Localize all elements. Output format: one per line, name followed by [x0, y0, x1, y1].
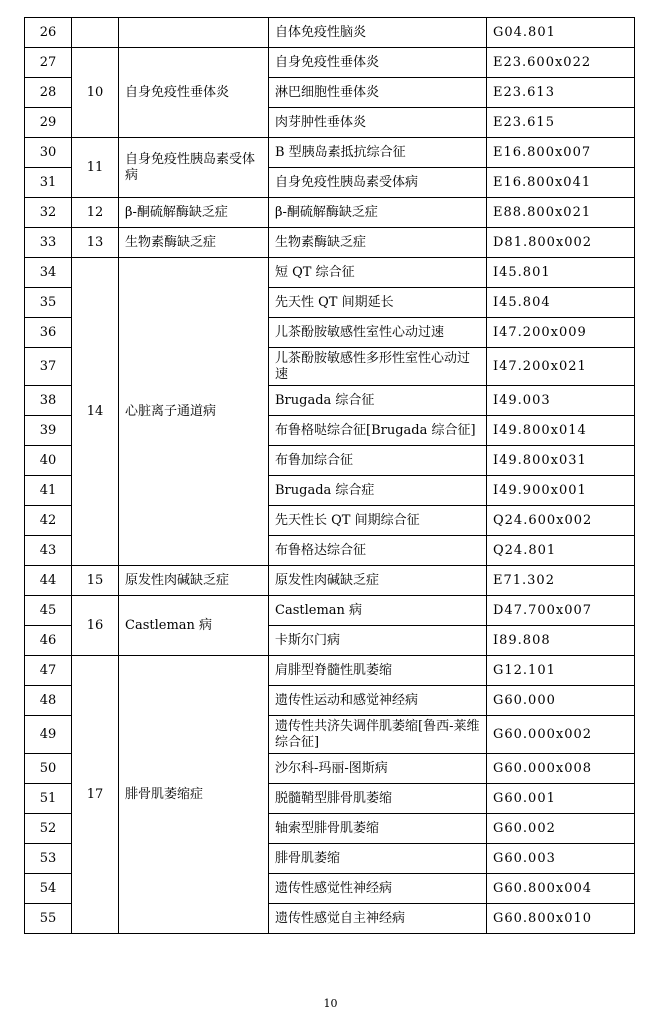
group-number: 15 — [72, 566, 119, 596]
disease-code: G60.001 — [487, 784, 635, 814]
disease-code: I49.800x031 — [487, 446, 635, 476]
table-row — [25, 656, 635, 686]
group-number: 12 — [72, 198, 119, 228]
disease-name: 肉芽肿性垂体炎 — [269, 108, 487, 138]
disease-code: E23.615 — [487, 108, 635, 138]
disease-code: I89.808 — [487, 626, 635, 656]
disease-name: 原发性肉碱缺乏症 — [269, 566, 487, 596]
disease-name: 先天性 QT 间期延长 — [269, 288, 487, 318]
group-number: 10 — [72, 48, 119, 138]
disease-name: 遗传性运动和感觉神经病 — [269, 686, 487, 716]
row-number: 53 — [25, 844, 72, 874]
disease-code: I49.003 — [487, 386, 635, 416]
row-number: 40 — [25, 446, 72, 476]
disease-name: β-酮硫解酶缺乏症 — [269, 198, 487, 228]
disease-name: 自身免疫性胰岛素受体病 — [269, 168, 487, 198]
disease-code: D81.800x002 — [487, 228, 635, 258]
disease-code: E88.800x021 — [487, 198, 635, 228]
disease-name: 轴索型腓骨肌萎缩 — [269, 814, 487, 844]
group-name: β-酮硫解酶缺乏症 — [119, 198, 269, 228]
disease-name: 脱髓鞘型腓骨肌萎缩 — [269, 784, 487, 814]
row-number: 42 — [25, 506, 72, 536]
disease-code: Q24.801 — [487, 536, 635, 566]
row-number: 46 — [25, 626, 72, 656]
disease-code: E71.302 — [487, 566, 635, 596]
row-number: 44 — [25, 566, 72, 596]
group-name: 腓骨肌萎缩症 — [119, 656, 269, 934]
disease-code: I45.801 — [487, 258, 635, 288]
row-number: 32 — [25, 198, 72, 228]
disease-code: I49.800x014 — [487, 416, 635, 446]
row-number: 51 — [25, 784, 72, 814]
group-number: 16 — [72, 596, 119, 656]
disease-code: G60.800x004 — [487, 874, 635, 904]
disease-code: D47.700x007 — [487, 596, 635, 626]
disease-code: E16.800x007 — [487, 138, 635, 168]
disease-name: 自体免疫性脑炎 — [269, 18, 487, 48]
table-row — [25, 48, 635, 78]
disease-name: 布鲁格哒综合征[Brugada 综合征] — [269, 416, 487, 446]
disease-table — [24, 17, 635, 934]
row-number: 43 — [25, 536, 72, 566]
disease-code: E23.613 — [487, 78, 635, 108]
group-name — [119, 18, 269, 48]
table-row — [25, 138, 635, 168]
row-number: 45 — [25, 596, 72, 626]
row-number: 33 — [25, 228, 72, 258]
disease-name: 沙尔科-玛丽-图斯病 — [269, 754, 487, 784]
row-number: 36 — [25, 318, 72, 348]
row-number: 34 — [25, 258, 72, 288]
disease-code: G12.101 — [487, 656, 635, 686]
group-number: 17 — [72, 656, 119, 934]
group-name: 生物素酶缺乏症 — [119, 228, 269, 258]
disease-name: 布鲁格达综合征 — [269, 536, 487, 566]
disease-name: Brugada 综合征 — [269, 386, 487, 416]
disease-code: E23.600x022 — [487, 48, 635, 78]
disease-code: I49.900x001 — [487, 476, 635, 506]
disease-code: E16.800x041 — [487, 168, 635, 198]
row-number: 54 — [25, 874, 72, 904]
disease-name: Brugada 综合症 — [269, 476, 487, 506]
disease-name: Castleman 病 — [269, 596, 487, 626]
row-number: 52 — [25, 814, 72, 844]
disease-name: 遗传性感觉性神经病 — [269, 874, 487, 904]
page-number: 10 — [323, 997, 338, 1010]
disease-code: Q24.600x002 — [487, 506, 635, 536]
row-number: 49 — [25, 716, 72, 754]
disease-code: G04.801 — [487, 18, 635, 48]
disease-code: G60.003 — [487, 844, 635, 874]
disease-name: 先天性长 QT 间期综合征 — [269, 506, 487, 536]
disease-code: I47.200x021 — [487, 348, 635, 386]
disease-name: 肩腓型脊髓性肌萎缩 — [269, 656, 487, 686]
disease-name: B 型胰岛素抵抗综合征 — [269, 138, 487, 168]
table-row — [25, 228, 635, 258]
row-number: 31 — [25, 168, 72, 198]
group-name: 心脏离子通道病 — [119, 258, 269, 566]
disease-code: G60.002 — [487, 814, 635, 844]
disease-code: G60.000x008 — [487, 754, 635, 784]
row-number: 47 — [25, 656, 72, 686]
disease-name: 卡斯尔门病 — [269, 626, 487, 656]
disease-name: 遗传性共济失调伴肌萎缩[鲁西-莱维综合征] — [269, 716, 487, 754]
row-number: 41 — [25, 476, 72, 506]
row-number: 35 — [25, 288, 72, 318]
row-number: 26 — [25, 18, 72, 48]
group-name: Castleman 病 — [119, 596, 269, 656]
group-name: 原发性肉碱缺乏症 — [119, 566, 269, 596]
group-number — [72, 18, 119, 48]
table-row — [25, 566, 635, 596]
disease-code: G60.000x002 — [487, 716, 635, 754]
table-row — [25, 258, 635, 288]
table-row — [25, 18, 635, 48]
disease-name: 生物素酶缺乏症 — [269, 228, 487, 258]
group-name: 自身免疫性胰岛素受体病 — [119, 138, 269, 198]
row-number: 55 — [25, 904, 72, 934]
row-number: 50 — [25, 754, 72, 784]
row-number: 27 — [25, 48, 72, 78]
disease-name: 儿茶酚胺敏感性室性心动过速 — [269, 318, 487, 348]
table-row — [25, 198, 635, 228]
row-number: 30 — [25, 138, 72, 168]
group-number: 11 — [72, 138, 119, 198]
disease-code: I45.804 — [487, 288, 635, 318]
disease-code: G60.000 — [487, 686, 635, 716]
disease-name: 布鲁加综合征 — [269, 446, 487, 476]
row-number: 28 — [25, 78, 72, 108]
group-name: 自身免疫性垂体炎 — [119, 48, 269, 138]
disease-name: 自身免疫性垂体炎 — [269, 48, 487, 78]
disease-name: 遗传性感觉自主神经病 — [269, 904, 487, 934]
disease-code: I47.200x009 — [487, 318, 635, 348]
disease-name: 儿茶酚胺敏感性多形性室性心动过速 — [269, 348, 487, 386]
disease-name: 腓骨肌萎缩 — [269, 844, 487, 874]
group-number: 13 — [72, 228, 119, 258]
group-number: 14 — [72, 258, 119, 566]
row-number: 37 — [25, 348, 72, 386]
row-number: 48 — [25, 686, 72, 716]
row-number: 29 — [25, 108, 72, 138]
row-number: 38 — [25, 386, 72, 416]
disease-name: 淋巴细胞性垂体炎 — [269, 78, 487, 108]
disease-name: 短 QT 综合征 — [269, 258, 487, 288]
disease-code: G60.800x010 — [487, 904, 635, 934]
table-row — [25, 596, 635, 626]
row-number: 39 — [25, 416, 72, 446]
